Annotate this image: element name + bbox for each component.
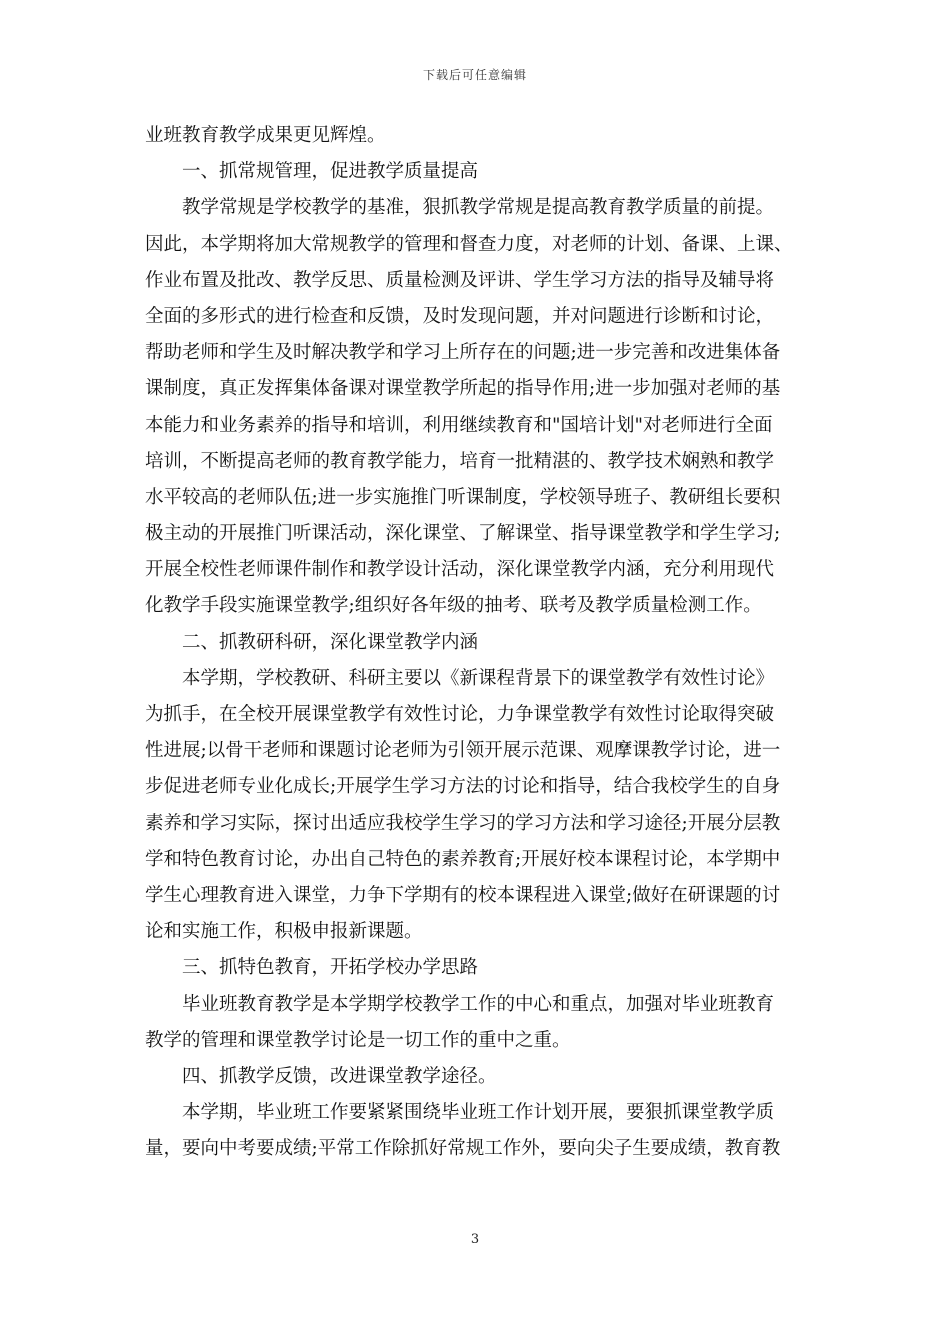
text-line: 全面的多形式的进行检查和反馈，及时发现问题，并对问题进行诊断和讨论， xyxy=(145,305,775,327)
text-line: 学和特色教育讨论，办出自己特色的素养教育;开展好校本课程讨论，本学期中 xyxy=(145,848,781,870)
text-line: 因此，本学期将加大常规教学的管理和督查力度，对老师的计划、备课、上课、 xyxy=(145,233,793,255)
text-line: 业班教育教学成果更见辉煌。 xyxy=(145,125,386,146)
text-line: 量，要向中考要成绩;平常工作除抓好常规工作外，要向尖子生要成绩，教育教 xyxy=(145,1138,781,1160)
text-line: 性进展;以骨干老师和课题讨论老师为引领开展示范课、观摩课教学讨论，进一 xyxy=(145,740,781,762)
text-line: 三、抓特色教育，开拓学校办学思路 xyxy=(182,957,479,979)
text-line: 素养和学习实际，探讨出适应我校学生学习的学习方法和学习途径;开展分层教 xyxy=(145,812,781,834)
text-line: 帮助老师和学生及时解决教学和学习上所存在的问题;进一步完善和改进集体备 xyxy=(145,342,781,364)
page-number: 3 xyxy=(470,1232,480,1247)
document-body xyxy=(145,118,807,1167)
text-line: 作业布置及批改、教学反思、质量检测及评讲、学生学习方法的指导及辅导将 xyxy=(145,269,775,291)
text-line: 本能力和业务素养的指导和培训，利用继续教育和"国培计划"对老师进行全面 xyxy=(145,414,773,436)
text-line: 二、抓教研科研，深化课堂教学内涵 xyxy=(182,631,479,653)
text-line: 步促进老师专业化成长;开展学生学习方法的讨论和指导，结合我校学生的自身 xyxy=(145,776,781,798)
text-line: 水平较高的老师队伍;进一步实施推门听课制度，学校领导班子、教研组长要积 xyxy=(145,486,781,508)
text-line: 化教学手段实施课堂教学;组织好各年级的抽考、联考及教学质量检测工作。 xyxy=(145,595,762,617)
text-line: 培训，不断提高老师的教育教学能力，培育一批精湛的、教学技术娴熟和教学 xyxy=(145,450,775,472)
text-line: 教学常规是学校教学的基准，狠抓教学常规是提高教育教学质量的前提。 xyxy=(182,197,775,219)
text-line: 本学期，毕业班工作要紧紧围绕毕业班工作计划开展，要狠抓课堂教学质 xyxy=(182,1102,775,1124)
text-line: 四、抓教学反馈，改进课堂教学途径。 xyxy=(182,1065,497,1087)
text-line: 极主动的开展推门听课活动，深化课堂、了解课堂、指导课堂教学和学生学习; xyxy=(145,523,781,545)
text-line: 开展全校性老师课件制作和教学设计活动，深化课堂教学内涵，充分利用现代 xyxy=(145,559,775,581)
text-line: 一、抓常规管理，促进教学质量提高 xyxy=(182,161,479,183)
text-line: 教学的管理和课堂教学讨论是一切工作的重中之重。 xyxy=(145,1029,571,1051)
text-line: 论和实施工作，积极申报新课题。 xyxy=(145,921,423,943)
text-line: 为抓手，在全校开展课堂教学有效性讨论，力争课堂教学有效性讨论取得突破 xyxy=(145,704,775,725)
text-line: 毕业班教育教学是本学期学校教学工作的中心和重点，加强对毕业班教育 xyxy=(182,993,775,1015)
text-line: 课制度，真正发挥集体备课对课堂教学所起的指导作用;进一步加强对老师的基 xyxy=(145,378,781,400)
page-header: 下载后可任意编辑 xyxy=(422,68,527,82)
text-line: 本学期，学校教研、科研主要以《新课程背景下的课堂教学有效性讨论》 xyxy=(182,667,775,689)
text-line: 学生心理教育进入课堂，力争下学期有的校本课程进入课堂;做好在研课题的讨 xyxy=(145,884,781,906)
